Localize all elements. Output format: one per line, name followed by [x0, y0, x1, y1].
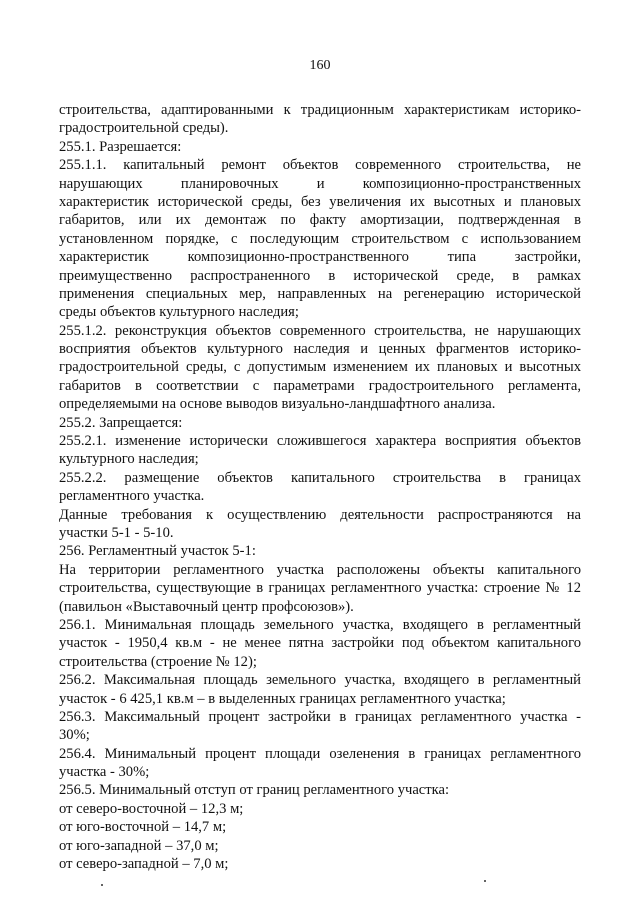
text-line: характеристик композиционно-пространственного типа застройки,	[59, 249, 581, 266]
text-line: участки 5-1 - 5-10.	[59, 524, 174, 541]
text-line: установленном порядке, с последующим строительством с использованием	[59, 230, 581, 247]
text-line: строительства, существующие в границах регламентного участка: строение № 12	[59, 580, 581, 597]
text-line: строительства (строение № 12);	[59, 653, 257, 670]
text-line: 256.5. Минимальный отступ от границ регламентного участка:	[59, 782, 450, 799]
scan-speck	[101, 884, 103, 886]
text-line: нарушающих планировочных и композиционно-пространственных	[59, 175, 581, 192]
text-line: 256.4. Минимальный процент площади озеленения в границах регламентного	[59, 745, 581, 762]
text-line: габаритов в соответствии с параметрами градостроительного регламента,	[59, 377, 581, 394]
text-line: характеристик исторической среды, без увеличения их высотных и плановых	[59, 193, 581, 210]
text-line: участок - 6 425,1 кв.м – в выделенных границах регламентного участка;	[59, 690, 506, 707]
text-line: 256.3. Максимальный процент застройки в границах регламентного участка -	[59, 708, 581, 725]
text-line: На территории регламентного участка расположены объекты капитального	[59, 561, 581, 578]
document-body	[59, 101, 581, 873]
text-line: определяемыми на основе выводов визуально-ландшафтного анализа.	[59, 396, 496, 413]
text-line: от северо-западной – 7,0 м;	[59, 856, 229, 873]
text-line: 256. Регламентный участок 5-1:	[59, 543, 256, 560]
text-line: градостроительной среды).	[59, 120, 229, 137]
text-line: габаритов, или их демонтаж по факту амортизации, подтвержденная в	[59, 212, 581, 229]
text-line: 256.2. Максимальная площадь земельного участка, входящего в регламентный	[59, 672, 581, 689]
page-number: 160	[309, 58, 331, 73]
text-line: градостроительной среды, с допустимым изменением их плановых и высотных	[59, 359, 581, 376]
text-line: преимущественно распространенного в исторической среде, в рамках	[59, 267, 581, 284]
text-line: 30%;	[59, 727, 90, 744]
text-line: 256.1. Минимальная площадь земельного участка, входящего в регламентный	[59, 616, 581, 633]
text-line: 255.1. Разрешается:	[59, 138, 182, 155]
text-line: 255.2.1. изменение исторически сложившегося характера восприятия объектов	[59, 433, 581, 450]
text-line: строительства, адаптированными к традиционным характеристикам историко-	[59, 102, 581, 118]
text-line: Данные требования к осуществлению деятельности распространяются на	[59, 506, 581, 523]
text-line: 255.1.1. капитальный ремонт объектов современного строительства, не	[59, 157, 581, 174]
text-line: участка - 30%;	[59, 764, 150, 781]
text-line: 255.1.2. реконструкция объектов современного строительства, не нарушающих	[59, 322, 581, 339]
text-line: культурного наследия;	[59, 451, 199, 468]
text-line: восприятия объектов культурного наследия и ценных фрагментов историко-	[59, 341, 581, 358]
text-line: 255.2.2. размещение объектов капитального строительства в границах	[59, 469, 581, 486]
text-line: (павильон «Выставочный центр профсоюзов»).	[59, 598, 354, 615]
text-line: применения специальных мер, направленных на регенерацию исторической	[59, 285, 581, 302]
text-line: от юго-восточной – 14,7 м;	[59, 819, 227, 836]
text-line: регламентного участка.	[59, 488, 205, 505]
text-line: 255.2. Запрещается:	[59, 414, 183, 431]
text-line: от северо-восточной – 12,3 м;	[59, 800, 244, 817]
text-line: от юго-западной – 37,0 м;	[59, 837, 219, 854]
scan-speck	[484, 880, 486, 882]
text-line: участок - 1950,4 кв.м - не менее пятна застройки под объектом капитального	[59, 635, 581, 652]
text-line: среды объектов культурного наследия;	[59, 304, 299, 321]
